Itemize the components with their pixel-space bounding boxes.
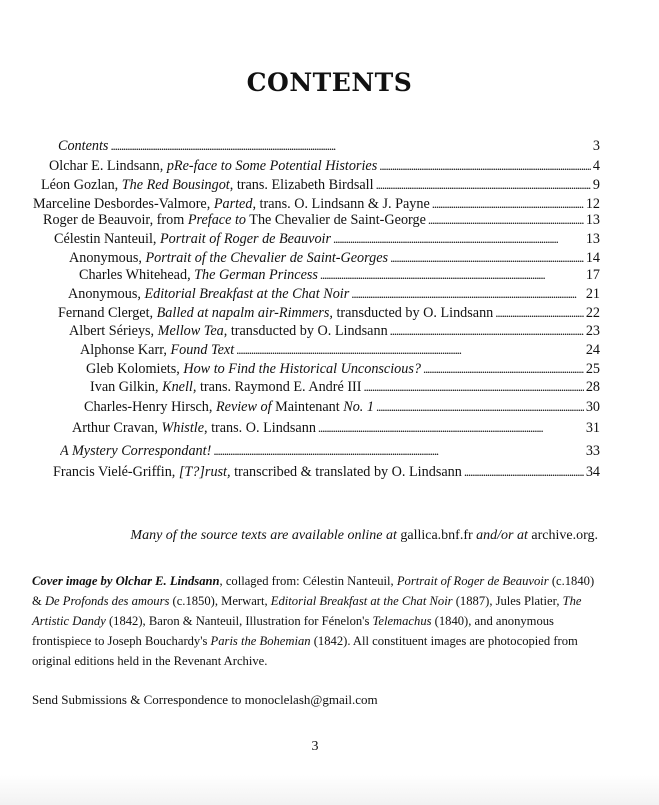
source-note-text: Many of the source texts are available online at [130,528,401,543]
toc-entry-text: , trans. Elizabeth Birdsall [229,177,374,193]
toc-entry-title [80,340,234,360]
toc-entry [68,284,600,304]
page-number: 3 [311,739,319,754]
toc-entry [60,441,600,461]
toc-entry [41,175,600,195]
toc-entry-title [60,441,211,461]
toc-entry-italic-text: Preface to [187,212,246,228]
toc-entry-text: Léon Gozlan, [41,177,122,193]
toc-entry [58,303,600,323]
toc-leader-dots [351,284,584,304]
toc-entry-text: Alphonse Karr, [80,342,171,358]
toc-page-number: 3 [592,138,600,154]
toc-entry-italic-text: Balled at napalm air-Rimmers, [156,305,333,321]
toc-page-number: 33 [585,443,600,459]
toc-entry-text: transcribed & translated by O. Lindsann [230,464,462,480]
source-note-text: and/or at [472,528,532,543]
toc-page-number: 25 [585,361,600,377]
toc-entry-italic-text: Found Text [170,342,235,358]
toc-entry-text: trans. O. Lindsann & J. Payne [256,196,430,212]
toc-entry-title [53,462,462,482]
toc-entry-italic-text: A Mystery Correspondant! [60,443,212,459]
cover-credit [32,571,597,671]
toc-leader-dots [110,136,590,156]
toc-entry-italic-text: Mellow Tea [157,323,224,339]
toc-page-number: 22 [585,305,600,321]
submissions-line: Send Submissions & Correspondence to monoclelash@gmail.com [32,692,378,707]
toc-page-number: 28 [585,379,600,395]
toc-page-number: 21 [585,286,600,302]
toc-entry [72,418,600,438]
toc-entry-text: Fernand Clerget, [58,305,157,321]
toc-leader-dots [333,229,584,249]
toc-entry [84,397,600,417]
cover-credit-text: The Artistic Dandy [32,594,582,628]
cover-credit-text: (1840), and anonymous frontispiece to Joseph Bouchardy's [32,614,554,648]
toc-entry-text: Maintenant [271,399,344,415]
toc-entry [49,156,600,176]
cover-credit-text: De Profonds des amours [44,594,170,608]
cover-credit-text: (c.1840) & [32,574,595,608]
cover-credit-text: , collaged from: Célestin Nanteuil, [219,574,397,588]
toc-entry-title [90,377,362,397]
toc-leader-dots [364,377,584,397]
toc-leader-dots [464,462,584,482]
toc-entry-italic-text: Contents [58,138,109,154]
toc-entry-title [58,303,493,323]
toc-entry-text: Marceline Desbordes-Valmore, [33,196,214,212]
toc-entry-title [43,210,426,230]
toc-page-number: 17 [585,267,600,283]
toc-entry-italic-text: pRe-face to Some Potential Histories [166,158,378,174]
toc-entry [86,359,600,379]
toc-entry [53,462,600,482]
toc-entry-title [72,418,316,438]
toc-page-number: 31 [585,420,600,436]
toc-entry-italic-text: [T?]rust, [178,464,231,480]
toc-entry-text: , transducted by O. Lindsann [223,323,388,339]
toc-page-number: 13 [585,231,600,247]
toc-entry-text: Olchar E. Lindsann, [49,158,167,174]
toc-entry-italic-text: Portrait of Roger de Beauvoir [160,231,332,247]
toc-entry-italic-text: Knell, [162,379,197,395]
toc-entry-text: Célestin Nanteuil, [54,231,160,247]
toc-entry-text: Francis Vielé-Griffin, [53,464,179,480]
toc-entry-text: Albert Sérieys, [69,323,158,339]
toc-leader-dots [376,175,591,195]
cover-credit-text: (1887), Jules Platier, [452,594,563,608]
source-note-text: gallica.bnf.fr [400,528,473,543]
cover-credit-text: Portrait of Roger de Beauvoir [396,574,549,588]
toc-leader-dots [495,303,584,323]
toc-leader-dots [318,418,584,438]
toc-page-number: 14 [585,250,600,266]
toc-entry-text: Ivan Gilkin, [90,379,163,395]
cover-credit-text: Telemachus [372,614,432,628]
toc-leader-dots [376,397,584,417]
cover-credit-text: Paris the Bohemian [210,634,311,648]
toc-leader-dots [428,210,584,230]
source-note-text: archive.org. [531,528,598,543]
toc-leader-dots [213,441,583,461]
toc-entry-title [49,156,377,176]
toc-entry-text: , trans. O. Lindsann [204,420,316,436]
toc-entry [43,210,600,230]
toc-entry [90,377,600,397]
toc-page-number: 12 [585,196,600,212]
toc-entry [69,321,600,341]
toc-entry-text: The Chevalier de Saint-George [245,212,426,228]
toc-entry [58,136,600,156]
toc-entry-text: Anonymous, [69,250,146,266]
toc-entry [80,340,600,360]
toc-leader-dots [236,340,584,360]
toc-page-number: 23 [585,323,600,339]
toc-entry-text: Roger de Beauvoir, from [43,212,188,228]
cover-credit-text: (1842), Baron & Nanteuil, Illustration for Fénelon's [105,614,373,628]
toc-entry-italic-text: Review of [215,399,272,415]
toc-entry-text: transducted by O. Lindsann [332,305,494,321]
toc-leader-dots [379,156,591,176]
toc-entry-text: Anonymous, [68,286,145,302]
toc-entry-italic-text: The Red Bousingot [121,177,230,193]
toc-page-number: 30 [585,399,600,415]
toc-entry-italic-text: Editorial Breakfast at the Chat Noir [144,286,350,302]
toc-entry-italic-text: Whistle [161,420,204,436]
toc-page-number: 24 [585,342,600,358]
toc-page-number: 4 [592,158,600,174]
page-bottom-shadow [0,775,659,805]
toc-entry-title [54,229,331,249]
toc-page-number: 13 [585,212,600,228]
toc-entry-italic-text: No. 1 [343,399,374,415]
toc-entry-title [69,321,388,341]
toc-entry-text: Arthur Cravan, [72,420,162,436]
toc-page-number: 34 [585,464,600,480]
toc-entry-text: Gleb Kolomiets, [86,361,184,377]
cover-credit-text: Cover image by Olchar E. Lindsann [32,574,220,588]
cover-credit-text: Editorial Breakfast at the Chat Noir [270,594,453,608]
cover-credit-text: (1842). All constituent images are photocopied from original editions held in the Revenant Archive. [32,634,578,668]
toc-leader-dots [423,359,584,379]
toc-entry-title [84,397,374,417]
toc-entry-italic-text: Portrait of the Chevalier de Saint-Georges [145,250,389,266]
toc-leader-dots [390,321,584,341]
toc-entry-text: trans. Raymond E. André III [196,379,362,395]
toc-entry-title [79,265,318,285]
toc-entry-title [86,359,421,379]
toc-page-number: 9 [592,177,600,193]
toc-entry-title [41,175,374,195]
toc-entry-title [68,284,349,304]
toc-entry-title [58,136,108,156]
page-title: CONTENTS [246,68,413,97]
toc-entry [54,229,600,249]
toc-entry [79,265,600,285]
toc-entry-italic-text: How to Find the Historical Unconscious? [183,361,421,377]
source-note [130,528,598,544]
toc-leader-dots [320,265,584,285]
toc-entry-text: Charles-Henry Hirsch, [84,399,216,415]
cover-credit-text: (c.1850), Merwart, [169,594,271,608]
toc-entry-text: Charles Whitehead, [79,267,195,283]
toc-entry-italic-text: The German Princess [194,267,318,283]
toc-entry-italic-text: Parted, [213,196,256,212]
